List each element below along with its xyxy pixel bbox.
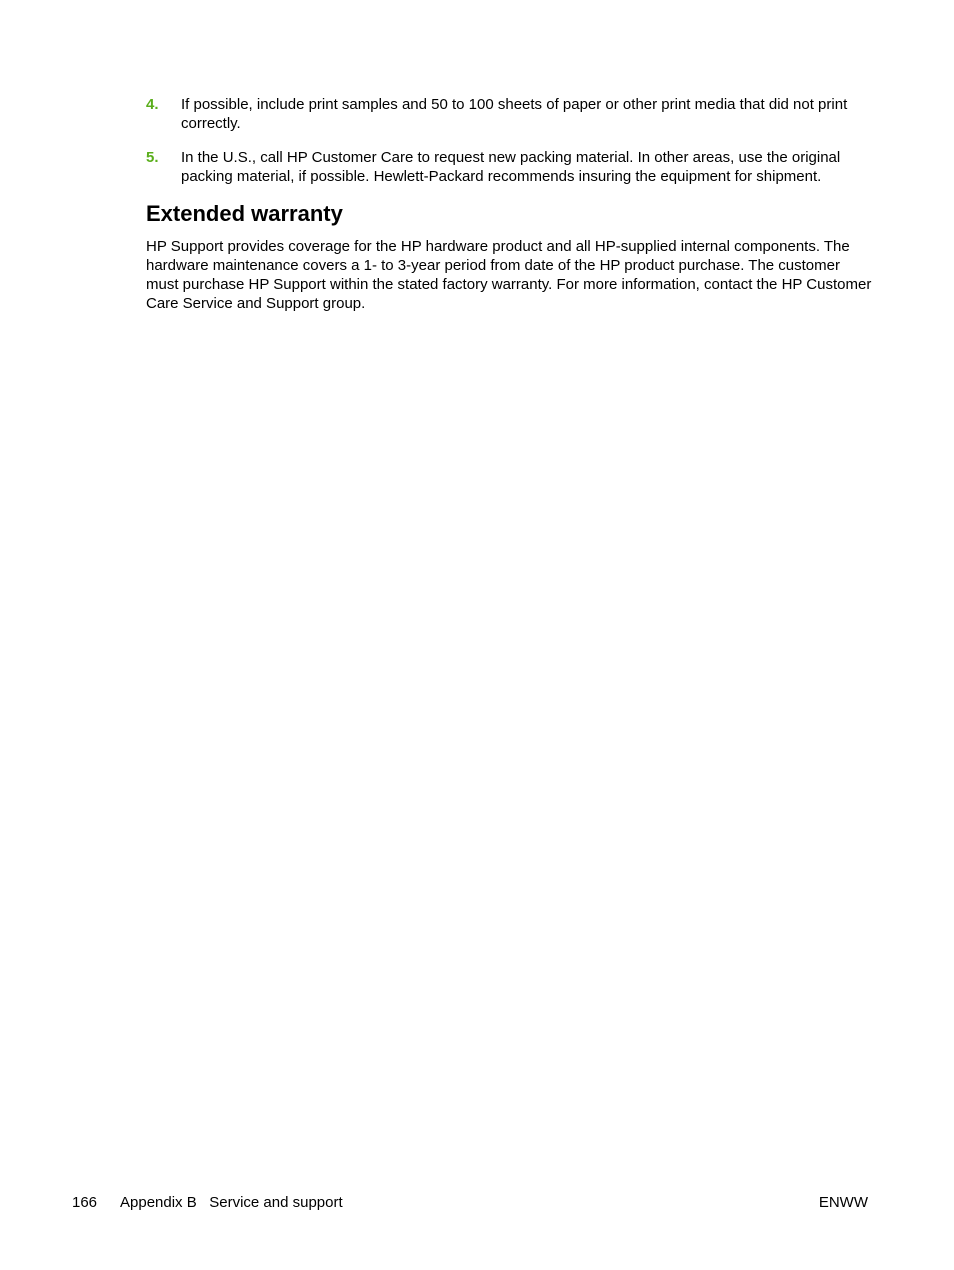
step-number: 5. (146, 149, 159, 166)
section-heading: Extended warranty (146, 201, 343, 226)
step-number: 4. (146, 96, 159, 113)
list-item (146, 148, 872, 186)
step-text: If possible, include print samples and 50 to 100 sheets of paper or other print media that did not print correctly. (181, 96, 848, 132)
footer-locale: ENWW (818, 1194, 868, 1211)
section-body: HP Support provides coverage for the HP hardware product and all HP-supplied internal components. The hardware maintenance covers a 1- to 3-year period from date of the HP product purchase. The customer must purchase HP Support within the stated factory warranty. For more information, contact the HP Customer Care Service and Support group. (146, 238, 872, 312)
page-content (146, 95, 872, 313)
footer-page-number: 166 (72, 1194, 98, 1211)
footer-chapter-title: Appendix B Service and support (120, 1194, 343, 1211)
list-item (146, 95, 872, 133)
step-text: In the U.S., call HP Customer Care to request new packing material. In other areas, use the original packing material, if possible. Hewlett-Packard recommends insuring the equipment for shipment. (181, 149, 841, 185)
